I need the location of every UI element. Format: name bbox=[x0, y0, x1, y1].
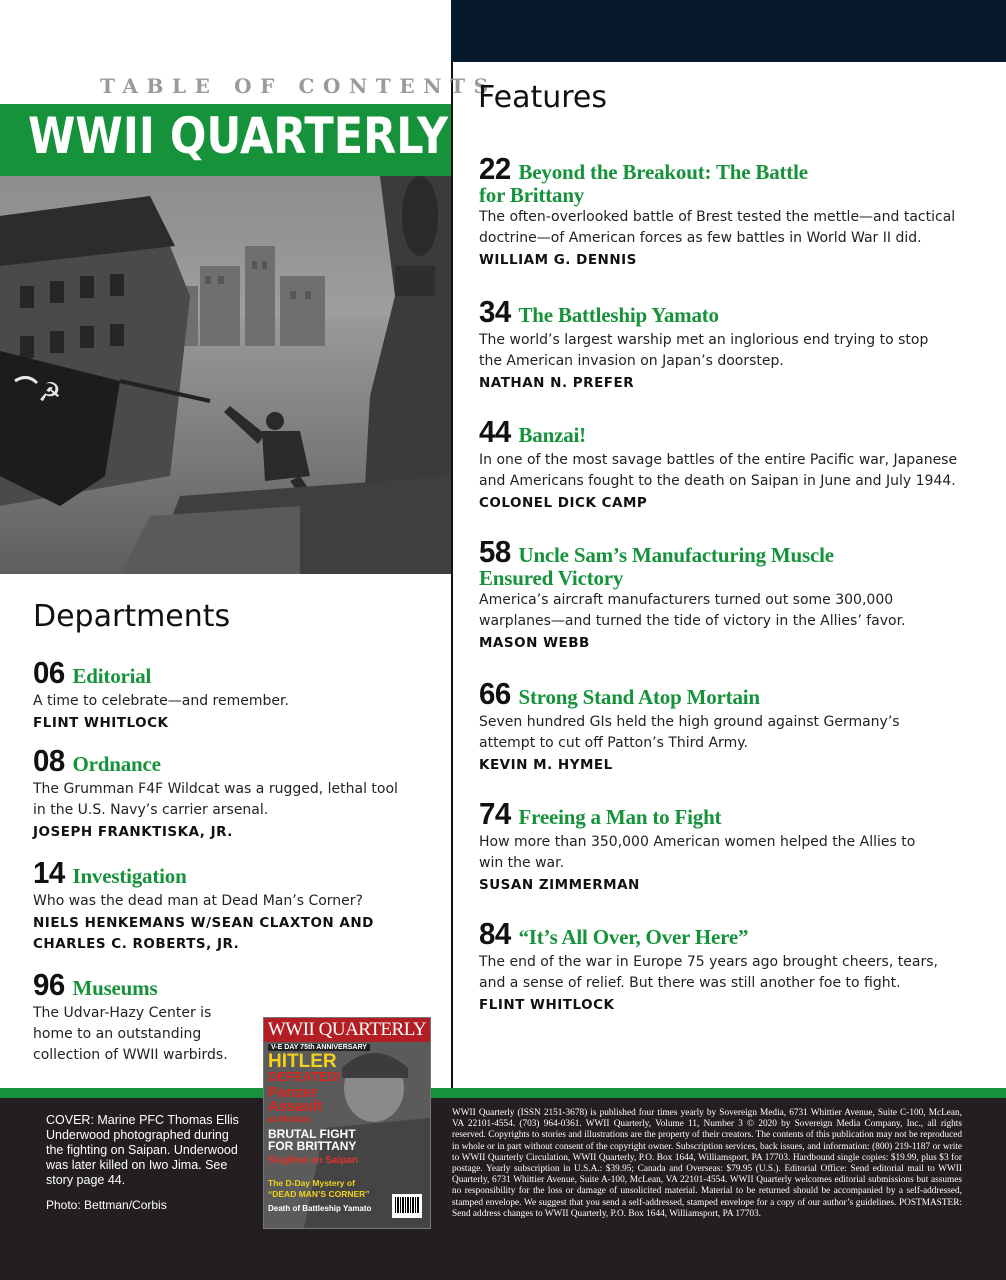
department-title[interactable]: Investigation bbox=[72, 864, 187, 888]
feature-description: In one of the most savage battles of the entire Pacific war, Japanese and Americans fought to the death on Saipan in June and July 1944. bbox=[479, 452, 958, 489]
departments-heading: Departments bbox=[33, 599, 231, 634]
feature-title-continued[interactable]: Ensured Victory bbox=[479, 566, 624, 590]
department-author: FLINT WHITLOCK bbox=[33, 715, 169, 731]
feature-item[interactable] bbox=[479, 536, 979, 654]
page-number: 14 bbox=[33, 855, 65, 890]
feature-item[interactable] bbox=[479, 153, 979, 271]
department-title[interactable]: Ordnance bbox=[72, 752, 161, 776]
page-number: 74 bbox=[479, 796, 511, 831]
feature-title[interactable]: Beyond the Breakout: The Battle bbox=[518, 160, 808, 184]
page-number: 84 bbox=[479, 916, 511, 951]
page-number: 44 bbox=[479, 414, 511, 449]
cover-caption: COVER: Marine PFC Thomas Ellis Underwood photographed during the fighting on Saipan. Underwood was later killed on Iwo Jima. See story page 44. bbox=[46, 1113, 239, 1187]
cover-line-slugfest: Slugfest on Saipan bbox=[268, 1155, 359, 1166]
feature-title[interactable]: Freeing a Man to Fight bbox=[518, 805, 722, 829]
feature-item[interactable] bbox=[479, 678, 979, 776]
hammer-sickle-icon: ☭ bbox=[38, 378, 62, 408]
feature-author: FLINT WHITLOCK bbox=[479, 997, 615, 1013]
page-number: 22 bbox=[479, 151, 511, 186]
column-divider bbox=[451, 62, 453, 1088]
page-number: 58 bbox=[479, 534, 511, 569]
feature-author: MASON WEBB bbox=[479, 635, 590, 651]
page-number: 06 bbox=[33, 655, 65, 690]
department-title[interactable]: Editorial bbox=[72, 664, 152, 688]
hero-photo bbox=[0, 176, 451, 574]
feature-title-continued[interactable]: for Brittany bbox=[479, 183, 585, 207]
features-heading: Features bbox=[478, 80, 607, 115]
toc-label: TABLE OF CONTENTS bbox=[100, 74, 497, 98]
feature-title[interactable]: Banzai! bbox=[518, 423, 586, 447]
cover-line-brittany: FOR BRITTANY bbox=[268, 1139, 357, 1153]
department-title[interactable]: Museums bbox=[72, 976, 158, 1000]
feature-author: KEVIN M. HYMEL bbox=[479, 757, 613, 773]
cover-line-panzer: Panzer bbox=[268, 1084, 318, 1101]
department-author: JOSEPH FRANKTISKA, JR. bbox=[33, 824, 233, 840]
feature-title[interactable]: “It’s All Over, Over Here” bbox=[518, 925, 749, 949]
cover-line-deadmans: “DEAD MAN’S CORNER” bbox=[268, 1189, 370, 1199]
barcode bbox=[392, 1194, 422, 1218]
cover-line-mortain: at Mortain bbox=[268, 1114, 312, 1124]
feature-description: How more than 350,000 American women helped the Allies to win the war. bbox=[479, 834, 916, 871]
page-number: 96 bbox=[33, 967, 65, 1002]
feature-author: COLONEL DICK CAMP bbox=[479, 495, 648, 511]
feature-author: NATHAN N. PREFER bbox=[479, 375, 635, 391]
department-description: A time to celebrate—and remember. bbox=[33, 693, 289, 709]
cover-line-death: Death of Battleship Yamato bbox=[268, 1204, 372, 1213]
cover-banner: V-E DAY 75th ANNIVERSARY bbox=[268, 1044, 370, 1051]
feature-description: The world’s largest warship met an inglorious end trying to stop the American invasion on Japan’s doorstep. bbox=[479, 332, 929, 369]
cover-thumbnail[interactable] bbox=[264, 1018, 430, 1228]
feature-item[interactable] bbox=[479, 918, 979, 1016]
feature-description: Seven hundred GIs held the high ground against Germany’s attempt to cut off Patton’s Third Army. bbox=[479, 714, 900, 751]
department-item[interactable] bbox=[33, 857, 433, 955]
cover-masthead: WWII QUARTERLY bbox=[264, 1018, 430, 1042]
feature-item[interactable] bbox=[479, 798, 979, 896]
department-item[interactable] bbox=[33, 745, 433, 843]
page-number: 66 bbox=[479, 676, 511, 711]
feature-description: America’s aircraft manufacturers turned out some 300,000 warplanes—and turned the tide of victory in the Allies’ favor. bbox=[479, 592, 906, 629]
feature-author: WILLIAM G. DENNIS bbox=[479, 252, 637, 268]
cover-line-assault: Assault bbox=[268, 1098, 323, 1115]
department-description: The Udvar-Hazy Center is home to an outstanding collection of WWII warbirds. bbox=[33, 1005, 228, 1063]
department-item[interactable] bbox=[33, 657, 433, 734]
feature-title[interactable]: The Battleship Yamato bbox=[518, 303, 719, 327]
feature-item[interactable] bbox=[479, 296, 979, 394]
department-item[interactable] bbox=[33, 969, 263, 1066]
cover-headline-2: DEFEATED! bbox=[268, 1069, 342, 1084]
cover-line-dday: The D-Day Mystery of bbox=[268, 1178, 355, 1188]
publication-legal-text: WWII Quarterly (ISSN 2151-3678) is published four times yearly by Sovereign Media, 6731 Whittier Avenue, Suite C-100, McLean, VA 22101-4554. (703) 964-0361. WWII Quarterly, Volume 11, Number 3 © 2020 by Sovereign Media Company, Inc., all rights reserved. Copyrights to stories and illustrations are the property of their creators. The contents of this publication may not be reproduced in whole or in part without consent of the copyright owner. Subscription services, back issues, and information: (800) 219-1187 or write to WWII Quarterly Circulation, WWII Quarterly, P.O. Box 1644, Williamsport, PA 17703. Hardbound single copies: $19.99, plus $3 for postage. Yearly subscription in U.S.A.: $39.95; Canada and Overseas: $79.95 (U.S.). Editorial Office: Send editorial mail to WWII Quarterly, 6731 Whittier Avenue, Suite A-100, McLean, VA 22101-4554. WWII Quarterly welcomes editorial submissions but assumes no responsibility for the loss or damage of unsolicited material. Material to be returned should be accompanied by a self-addressed, stamped envelope. We suggest that you send a self-addressed, stamped envelope for a copy of our author’s guidelines. POSTMASTER: Send address changes to WWII Quarterly, P.O. Box 1644, Williamsport, PA 17703. bbox=[452, 1108, 962, 1219]
footer-green-rule bbox=[0, 1088, 1006, 1098]
feature-description: The end of the war in Europe 75 years ago brought cheers, tears, and a sense of relief. But there was still another foe to fight. bbox=[479, 954, 938, 991]
cover-headline-1: HITLER bbox=[268, 1051, 337, 1072]
feature-description: The often-overlooked battle of Brest tested the mettle—and tactical doctrine—of American forces as few battles in World War II did. bbox=[479, 209, 956, 246]
department-description: The Grumman F4F Wildcat was a rugged, lethal tool in the U.S. Navy’s carrier arsenal. bbox=[33, 781, 398, 818]
page-number: 08 bbox=[33, 743, 65, 778]
feature-title[interactable]: Uncle Sam’s Manufacturing Muscle bbox=[518, 543, 834, 567]
page-number: 34 bbox=[479, 294, 511, 329]
photo-credit: Photo: Bettman/Corbis bbox=[46, 1198, 167, 1212]
feature-author: SUSAN ZIMMERMAN bbox=[479, 877, 640, 893]
top-bar bbox=[451, 0, 1006, 62]
feature-title[interactable]: Strong Stand Atop Mortain bbox=[518, 685, 760, 709]
feature-item[interactable] bbox=[479, 416, 979, 514]
reichstag-flag-photo bbox=[0, 176, 451, 574]
cover-line-brutal: BRUTAL FIGHT bbox=[268, 1127, 356, 1141]
department-author: NIELS HENKEMANS W/SEAN CLAXTON AND CHARLES C. ROBERTS, JR. bbox=[33, 915, 374, 952]
magazine-title: WWII QUARTERLY bbox=[28, 107, 449, 165]
department-description: Who was the dead man at Dead Man’s Corner? bbox=[33, 893, 363, 909]
